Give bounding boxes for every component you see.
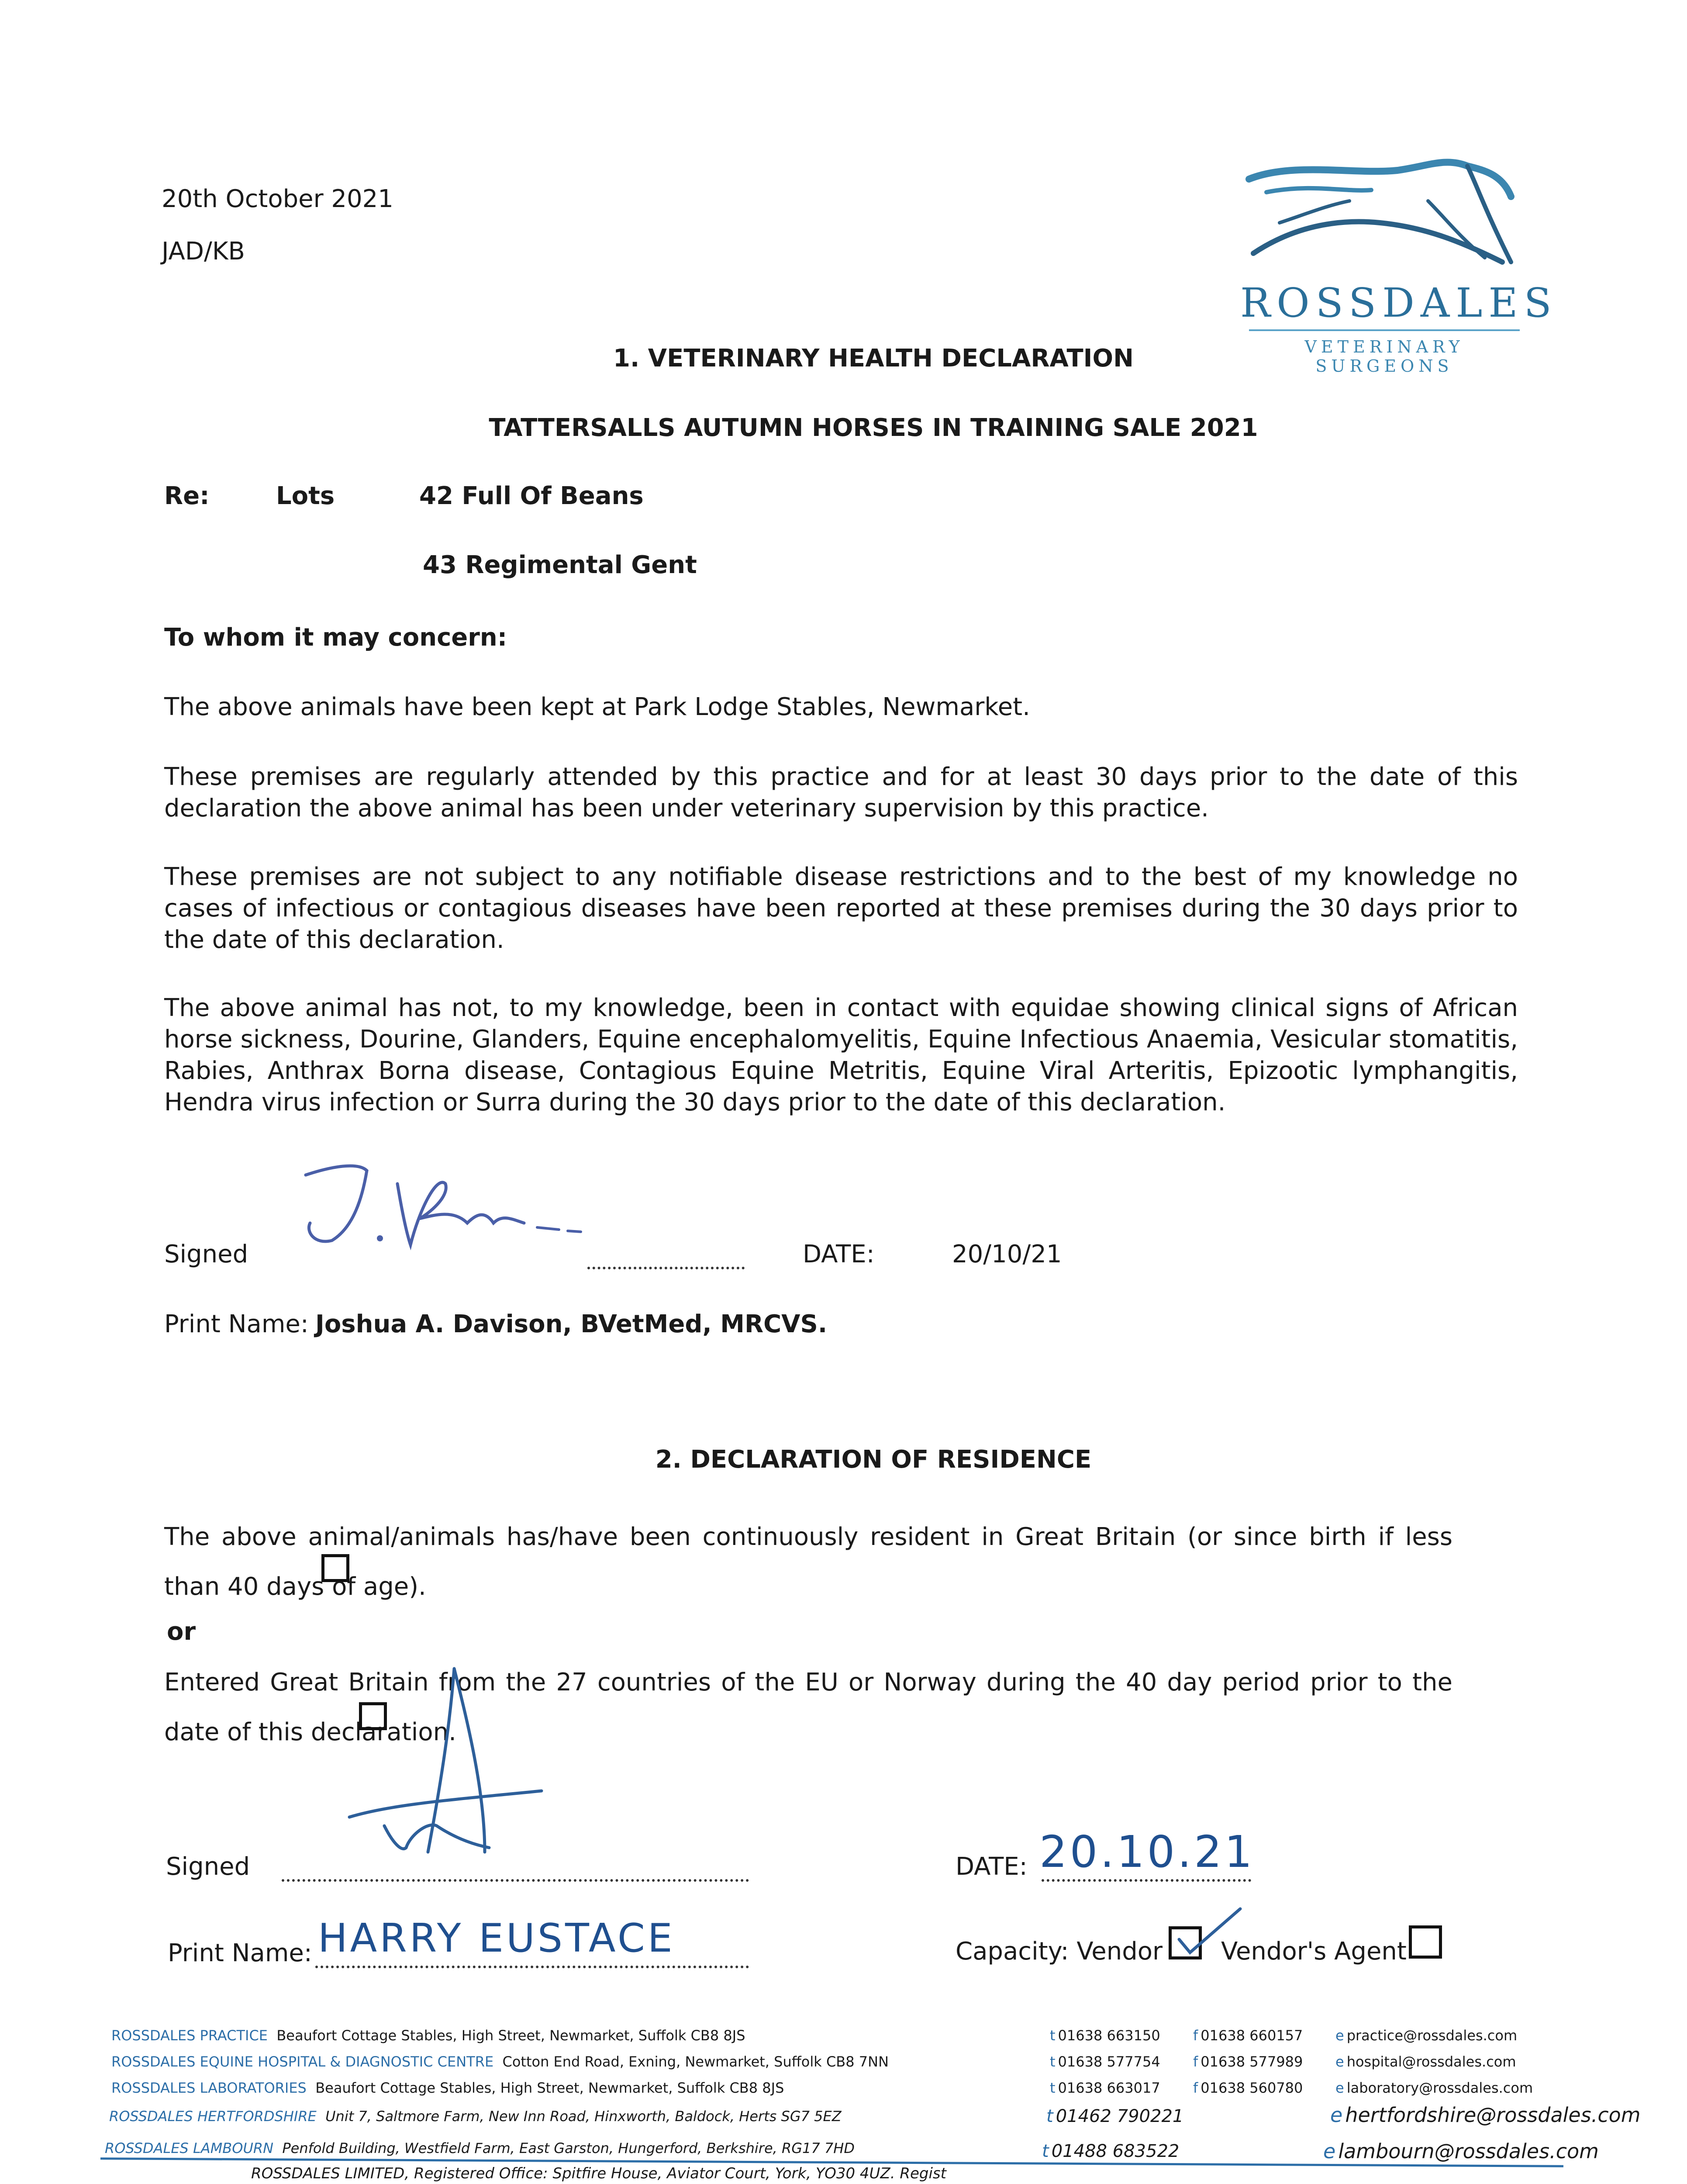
residence-option-2: Entered Great Britain from the 27 countries of the EU or Norway during the 40 day period prior to the date of this declaration. [164, 1668, 1452, 1746]
footer-email[interactable]: e practice@rossdales.com [1335, 2027, 1518, 2044]
re-label: Re: [164, 482, 210, 510]
footer-fax: f 01638 560780 [1193, 2080, 1303, 2096]
signed-label: Signed [164, 1240, 248, 1268]
rossdales-logo [1240, 149, 1558, 376]
vendor-signature [341, 1660, 550, 1870]
footer-phone: t 01488 683522 [1042, 2141, 1180, 2161]
footer-email[interactable]: e hospital@rossdales.com [1335, 2053, 1516, 2070]
footer-email[interactable]: e hertfordshire@rossdales.com [1330, 2103, 1641, 2127]
date-label: DATE: [956, 1852, 1028, 1881]
capacity-label: Capacity: Vendor [956, 1937, 1163, 1966]
lots-label: Lots [276, 482, 335, 510]
section2-heading: 2. DECLARATION OF RESIDENCE [655, 1445, 1092, 1474]
footer-office: ROSSDALES LAMBOURN Penfold Building, Westfield Farm, East Garston, Hungerford, Berkshire, RG17 7HD [105, 2140, 855, 2156]
section1-heading: 1. VETERINARY HEALTH DECLARATION [613, 344, 1134, 373]
residence-option-1: The above animal/animals has/have been continuously resident in Great Britain (or since birth if less than 40 days of age). [164, 1523, 1452, 1601]
letter-reference: JAD/KB [162, 237, 245, 266]
footer-phone: t 01638 577754 [1050, 2053, 1160, 2070]
print-name-label: Print Name: [164, 1310, 309, 1338]
paragraph: These premises are regularly attended by this practice and for at least 30 days prior to the date of this declaration the above animal has been under veterinary supervision by this practice. [164, 763, 1518, 822]
paragraph: The above animal has not, to my knowledge, been in contact with equidae showing clinical signs of African horse sickness, Dourine, Glanders, Equine encephalomyelitis, Equine Infectious Anaemia, Vesicular stomatitis, Rabies, Anthrax Borna disease, Contagious Equine Metritis, Equine Viral Arteritis, Epizootic lymphangitis, Hendra virus infection or Surra during the 30 days prior to the date of this declaration. [164, 994, 1518, 1116]
salutation: To whom it may concern: [164, 623, 507, 652]
footer-email[interactable]: e lambourn@rossdales.com [1323, 2139, 1599, 2163]
logo-tagline: VETERINARY SURGEONS [1304, 337, 1464, 376]
logo-brand: ROSSDALES [1240, 280, 1558, 326]
signed-label: Signed [166, 1852, 250, 1881]
handwritten-print-name: HARRY EUSTACE [318, 1915, 675, 1961]
footer-fax: f 01638 660157 [1193, 2027, 1303, 2044]
signature-line [587, 1249, 745, 1269]
date-label: DATE: [803, 1240, 875, 1268]
print-name-label: Print Name: [168, 1939, 312, 1967]
footer-office: ROSSDALES PRACTICE Beaufort Cottage Stables, High Street, Newmarket, Suffolk CB8 8JS [111, 2027, 745, 2044]
or-label: or [167, 1617, 196, 1646]
footer-phone: t 01462 790221 [1046, 2106, 1184, 2126]
registered-office: ROSSDALES LIMITED, Registered Office: Spitfire House, Aviator Court, York, YO30 4UZ. Regist [251, 2165, 946, 2182]
paragraph: The above animals have been kept at Park Lodge Stables, Newmarket. [164, 693, 1030, 721]
footer-office: ROSSDALES EQUINE HOSPITAL & DIAGNOSTIC CENTRE Cotton End Road, Exning, Newmarket, Suffolk CB8 7NN [111, 2053, 889, 2070]
vet-signature [279, 1158, 594, 1262]
footer-office: ROSSDALES LABORATORIES Beaufort Cottage Stables, High Street, Newmarket, Suffolk CB8 8JS [111, 2080, 784, 2096]
footer-fax: f 01638 577989 [1193, 2053, 1303, 2070]
date-value: 20/10/21 [952, 1240, 1062, 1268]
paragraph: These premises are not subject to any notifiable disease restrictions and to the best of my knowledge no cases of infectious or contagious diseases have been reported at these premises during the 30 days prior to the date of this declaration. [164, 863, 1518, 954]
section1-subheading: TATTERSALLS AUTUMN HORSES IN TRAINING SALE 2021 [489, 414, 1258, 442]
footer-office: ROSSDALES HERTFORDSHIRE Unit 7, Saltmore Farm, New Inn Road, Hinxworth, Baldock, Herts SG7 5EZ [109, 2108, 842, 2125]
handwritten-date: 20.10.21 [1039, 1826, 1255, 1877]
footer-phone: t 01638 663150 [1050, 2027, 1160, 2044]
print-name-value: Joshua A. Davison, BVetMed, MRCVS. [315, 1310, 828, 1338]
vendor-agent-label: Vendor's Agent [1221, 1937, 1407, 1966]
footer-email[interactable]: e laboratory@rossdales.com [1335, 2080, 1533, 2096]
horse-logo-icon [1240, 149, 1528, 280]
vendor-agent-checkbox[interactable] [1409, 1925, 1442, 1959]
lot-item: 43 Regimental Gent [423, 551, 697, 579]
letter-date: 20th October 2021 [162, 185, 393, 213]
residence-option-1-checkbox[interactable] [321, 1554, 349, 1582]
signature-line [282, 1862, 749, 1882]
lot-item: 42 Full Of Beans [419, 482, 644, 510]
footer-phone: t 01638 663017 [1050, 2080, 1160, 2096]
